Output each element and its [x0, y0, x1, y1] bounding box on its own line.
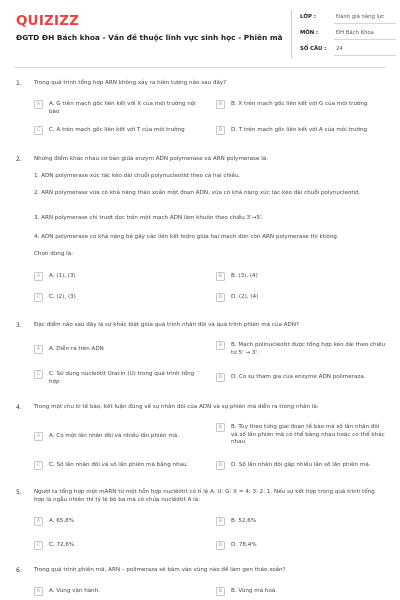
option-a-checkbox[interactable]: A: [34, 272, 43, 281]
option-d-checkbox[interactable]: D: [216, 461, 225, 470]
option-b-checkbox[interactable]: B: [216, 423, 225, 432]
option-b-checkbox[interactable]: B: [216, 272, 225, 281]
question-2-statement-2: 2. ARN polymerase vừa có khả năng tháo xoắn một đoạn ADN, vừa có khả năng xúc tác kéo dài chuỗi polynucleotid.: [34, 190, 361, 196]
option-d-checkbox[interactable]: D: [216, 293, 225, 302]
option-c-text: C. Số lần nhân đôi và số lần phiên mã bằng nhau.: [49, 462, 189, 468]
option-b-text: B. Tùy theo từng giai đoạn tế bào mà số lần nhân đôi và số lần phiên mã có thể bằng nhau hoặc có thể khác nhau: [231, 424, 385, 445]
meta-subject: [300, 28, 396, 40]
option-b-text: B. X trên mạch gốc liên kết với G của môi trường: [231, 101, 368, 107]
question-2-text: Những điểm khác nhau cơ bản giữa enzym ADN polymerase và ARN polymerase là:: [34, 156, 269, 162]
question-4-text: Trong một chu kì tế bào, kết luận đúng về sự nhân đôi của ADN và sự phiên mã diễn ra trong nhân là:: [34, 404, 319, 410]
option-c-text: C. Sử dụng nucleôtit Uracin (U) trong quá trình tổng hợp: [49, 371, 195, 385]
option-a-checkbox[interactable]: A: [34, 517, 43, 526]
question-5-text: Người ta tổng hợp một mARN từ một hỗn hợp nuclêôtit có tỉ lệ A: U: G: X = 4: 3: 2: 1. Nếu sự kết hợp trong quá trình tổng hợp là ngẫu nhiên thì tỷ lệ bộ ba mã có chứa nuclêôtit A là:: [34, 489, 375, 503]
meta-class-line: [334, 23, 396, 24]
header-separator: [14, 67, 386, 68]
option-a-text: A. (1), (3): [49, 273, 76, 279]
option-b-checkbox[interactable]: B: [216, 100, 225, 109]
option-c-checkbox[interactable]: C: [34, 370, 43, 379]
option-d-checkbox[interactable]: D: [216, 541, 225, 550]
option-b-checkbox[interactable]: B: [216, 587, 225, 596]
option-c-checkbox[interactable]: C: [34, 293, 43, 302]
option-d-checkbox[interactable]: D: [216, 373, 225, 382]
question-2-statement-1: 1. ADN polymerase xúc tác kéo dài chuỗi polynucleotid theo cả hai chiều.: [34, 173, 241, 179]
option-c-checkbox[interactable]: C: [34, 541, 43, 550]
option-a-text: A. Vùng vận hành.: [49, 588, 101, 594]
meta-count-label: SỐ CÂU :: [300, 46, 327, 52]
option-d-text: D. T trên mạch gốc liên kết với A của môi trường: [231, 127, 368, 133]
option-a-text: A. 65,8%: [49, 518, 75, 524]
meta-class: [300, 12, 396, 24]
option-c-text: C. (2), (3): [49, 294, 76, 300]
question-2-number: 2.: [16, 156, 22, 163]
option-c-text: C. 72,6%: [49, 542, 75, 548]
option-b-text: B. (3), (4): [231, 273, 258, 279]
option-b-checkbox[interactable]: B: [216, 341, 225, 350]
option-b-text: B. Mạch polinucleotit được tổng hợp kéo dài theo chiều từ 5' → 3'.: [231, 342, 386, 356]
question-1-number: 1.: [16, 80, 22, 87]
question-3-number: 3.: [16, 322, 22, 329]
question-2-statement-3: 3. ARN polymerase chỉ trượt dọc trên một mạch ADN làm khuôn theo chiều 3'→5'.: [34, 215, 264, 221]
meta-subject-line: [334, 39, 396, 40]
option-a-text: A. Có một lần nhân đôi và nhiều lần phiên mã.: [49, 433, 179, 439]
quizizz-logo: QUIZIZZ: [16, 13, 80, 29]
option-b-text: B. 52,6%: [231, 518, 257, 524]
meta-class-value: Đánh giá năng lực: [336, 14, 385, 20]
option-a-checkbox[interactable]: A: [34, 587, 43, 596]
question-6-text: Trong quá trình phiên mã, ARN – polimeraza sẽ bám vào vùng nào để làm gen tháo xoắn?: [34, 567, 286, 573]
meta-subject-value: ĐH Bách Khoa: [336, 30, 374, 36]
option-c-checkbox[interactable]: C: [34, 126, 43, 135]
question-2-statement-4: 4. ADN polymerase có khả năng bẻ gãy các liên kết hidro giữa hai mạch đơn còn ARN polymerase thì không.: [34, 234, 339, 240]
option-b-checkbox[interactable]: B: [216, 517, 225, 526]
meta-class-label: LỚP :: [300, 14, 316, 20]
option-d-text: D. Có sự tham gia của enzyme ADN polimeraza.: [231, 374, 366, 380]
meta-count-value: 24: [336, 46, 343, 52]
question-1-text: Trong quá trình tổng hợp ARN không xảy ra hiện tượng nào sau đây?: [34, 80, 227, 86]
meta-count-line: [334, 55, 396, 56]
option-b-text: B. Vùng mã hoá.: [231, 588, 278, 594]
option-d-text: D. Số lần nhân đôi gấp nhiều lần số lần phiên mã.: [231, 462, 371, 468]
option-d-checkbox[interactable]: D: [216, 126, 225, 135]
option-c-checkbox[interactable]: C: [34, 461, 43, 470]
meta-count: [300, 44, 396, 56]
option-c-text: C. A trên mạch gốc liên kết với T của môi trường: [49, 127, 185, 133]
meta-subject-label: MÔN :: [300, 30, 319, 36]
option-d-text: D. 78,4%: [231, 542, 257, 548]
question-3-text: Đặc điểm nào sau đây là sự khác biệt giữa quá trình nhân đôi và quá trình phiên mã của ADN?: [34, 322, 300, 328]
question-5-number: 5.: [16, 489, 22, 496]
question-6-number: 6.: [16, 567, 22, 574]
header-divider: [291, 10, 292, 58]
option-a-text: A. Diễn ra trên ADN: [49, 346, 104, 352]
question-2-prompt: Chọn đúng là:: [34, 251, 74, 257]
document-title: ĐGTD ĐH Bách khoa - Vấn đề thuộc lĩnh vực sinh học - Phiên mã: [16, 33, 283, 42]
option-a-checkbox[interactable]: A: [34, 432, 43, 441]
option-d-text: D. (2), (4): [231, 294, 259, 300]
option-a-checkbox[interactable]: A: [34, 345, 43, 354]
option-a-checkbox[interactable]: A: [34, 100, 43, 109]
option-a-text: A. G trên mạch gốc liên kết với X của môi trường nội bào: [49, 101, 196, 115]
question-4-number: 4.: [16, 404, 22, 411]
